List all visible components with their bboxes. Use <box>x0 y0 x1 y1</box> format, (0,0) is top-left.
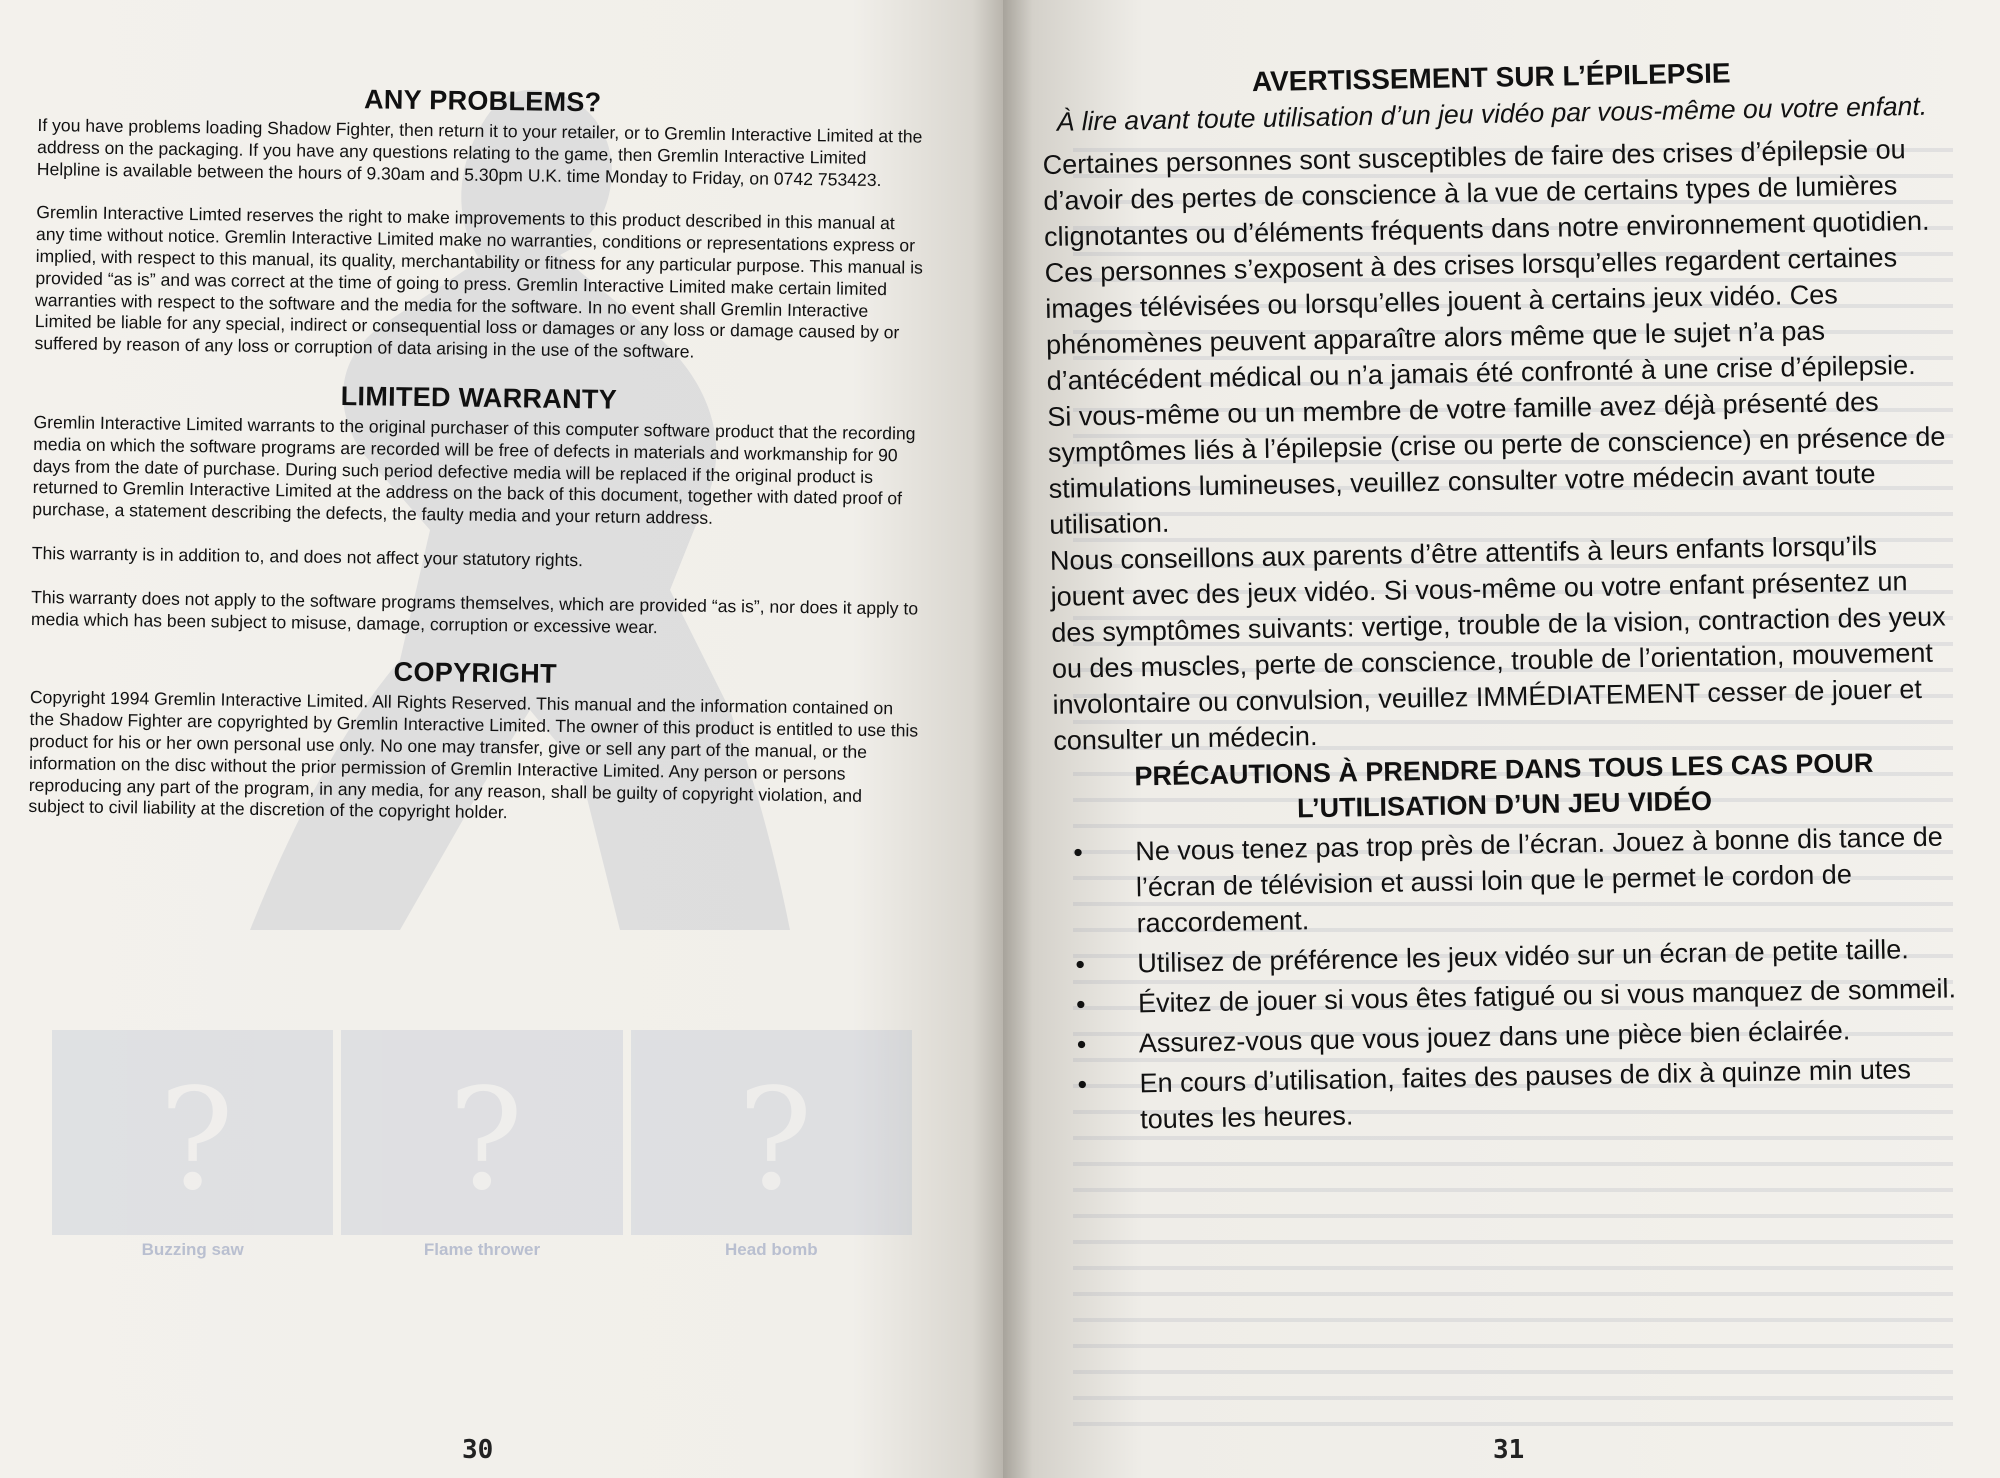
right-page <box>1003 0 2000 1478</box>
copyright-heading: COPYRIGHT <box>393 657 558 690</box>
precaution-text: Ne vous tenez pas trop près de l’écran. Jouez à bonne dis tance de l’écran de télévision et aussi loin que le permet le cordon de raccordement. <box>1135 821 1943 939</box>
warranty-addition: This warranty is in addition to, and does not affect your statutory rights. <box>31 542 584 571</box>
limited-warranty-body: Gremlin Interactive Limited warrants to the original purchaser of this computer software product that the recording media on which the software programs are recorded will be free of defects in materials and workmanship for 90 days from the date of purchase. During such period defective media will be replaced if the original product is returned to Gremlin Interactive Limited at the address on the back of this document, together with dated proof of purchase, a statement describing the defects, the faulty media and your return address. <box>32 411 916 529</box>
bullet-icon: • <box>1075 989 1086 1020</box>
precautions-list <box>1055 818 1960 1138</box>
show-through-captions <box>52 1240 912 1260</box>
copyright-body: Copyright 1994 Gremlin Interactive Limited. All Rights Reserved. This manual and the information contained on the Shadow Fighter are copyrighted by Gremlin Interactive Limited. The owner of this product is entitled to use this product for his or her own personal use only. No one may transfer, give or sell any part of the manual, or the information on the disc without the prior permission of Gremlin Interactive Limited. Any person or persons reproducing any part of the program, in any media, for any reason, shall be guilty of copyright violation, and subject to civil liability at the discretion of the copyright holder. <box>28 687 919 823</box>
precaution-text: Évitez de jouer si vous êtes fatigué ou si vous manquez de sommeil. <box>1137 973 1957 1019</box>
show-through-caption: Flame thrower <box>423 1240 541 1259</box>
epilepsy-warning-subheading: À lire avant toute utilisation d’un jeu vidéo par vous-même ou votre enfant. <box>1056 90 1928 137</box>
epilepsy-paragraph: Si vous-même ou un membre de votre famille avez déjà présenté des symptômes liés à l’épilepsie (crise ou perte de conscience) en présence de stimulations lumineuses, veuillez consulter votre médecin avant toute utilisation. <box>1047 386 1946 540</box>
epilepsy-paragraph: Nous conseillons aux parents d’être attentifs à leurs enfants lorsqu’ils jouent avec des jeux vidéo. Si vous-même ou votre enfant présentez un des symptômes suivants: vertige, trouble de la vision, contraction des yeux ou des muscles, perte de conscience, trouble de l’orientation, mouvement involontaire ou convulsion, veuillez IMMÉDIATEMENT cesser de jouer et consulter un médecin. <box>1049 530 1946 756</box>
show-through-panel <box>341 1030 622 1235</box>
bullet-icon: • <box>1073 837 1084 868</box>
question-mark-icon: ? <box>737 1058 813 1222</box>
precaution-item <box>1055 818 1957 942</box>
precaution-text: Assurez-vous que vous jouez dans une pièce bien éclairée. <box>1138 1015 1851 1059</box>
precaution-item <box>1059 1050 1960 1138</box>
precautions-heading: PRÉCAUTIONS À PRENDRE DANS TOUS LES CAS POUR L’UTILISATION D’UN JEU VIDÉO <box>1134 747 1874 824</box>
improvements-disclaimer: Gremlin Interactive Limted reserves the right to make improvements to this product described in this manual at any time without notice. Gremlin Interactive Limited make no warranties, conditions or representations express or implied, with respect to this manual, its quality, merchantability or fitness for any particular purpose. This manual is provided “as is” and was correct at the time of going to press. Gremlin Interactive Limited make certain limited warranties with respect to the software and the media for the software. In no event shall Gremlin Interactive Limited be liable for any special, indirect or consequential loss or damages or any loss or damage caused by or suffered by reason of any loss or corruption of data arising in the use of the software. <box>34 202 924 362</box>
bullet-icon: • <box>1077 1069 1088 1100</box>
page-number-left: 30 <box>462 1435 494 1465</box>
show-through-panel <box>631 1030 912 1235</box>
epilepsy-paragraph: Certaines personnes sont susceptibles de faire des crises d’épilepsie ou d’avoir des pertes de conscience à la vue de certains types de lumières clignotantes ou d’éléments fréquents dans notre environnement quotidien. Ces personnes s’exposent à des crises lorsqu’elles regardent certaines images télévisées ou lorsqu’elles jouent à certains jeux vidéo. Ces phénomènes peuvent apparaître alors même que le sujet n’a pas d’antécédent médical ou n’a jamais été confronté à une crise d’épilepsie. <box>1042 134 1930 396</box>
left-page-content <box>28 80 928 830</box>
limited-warranty-heading: LIMITED WARRANTY <box>340 380 618 415</box>
question-mark-icon: ? <box>158 1058 234 1222</box>
any-problems-heading: ANY PROBLEMS? <box>363 84 602 118</box>
epilepsy-warning-heading: AVERTISSEMENT SUR L’ÉPILEPSIE <box>1251 57 1731 98</box>
precaution-text: En cours d’utilisation, faites des pauses de dix à quinze min utes toutes les heures. <box>1139 1054 1912 1135</box>
show-through-caption: Head bomb <box>725 1240 818 1259</box>
bullet-icon: • <box>1076 1029 1087 1060</box>
show-through-panels <box>52 1030 912 1235</box>
any-problems-body: If you have problems loading Shadow Fighter, then return it to your retailer, or to Gremlin Interactive Limited at the address on the packaging. If you have any questions relating to the game, then Gremlin Interactive Limited Helpline is available between the hours of 9.30am and 5.30pm U.K. time Monday to Friday, on 0742 753423. <box>36 114 923 190</box>
question-mark-icon: ? <box>448 1058 524 1222</box>
show-through-panel <box>52 1030 333 1235</box>
precaution-text: Utilisez de préférence les jeux vidéo sur un écran de petite taille. <box>1137 934 1909 979</box>
show-through-caption: Buzzing saw <box>141 1240 244 1259</box>
page-number-right: 31 <box>1493 1435 1525 1465</box>
right-page-content <box>1041 54 1961 1143</box>
bullet-icon: • <box>1075 949 1086 980</box>
warranty-exclusion: This warranty does not apply to the software programs themselves, which are provided “as is”, nor does it apply to media which has been subject to misuse, damage, corruption or excessive wear. <box>30 586 919 637</box>
